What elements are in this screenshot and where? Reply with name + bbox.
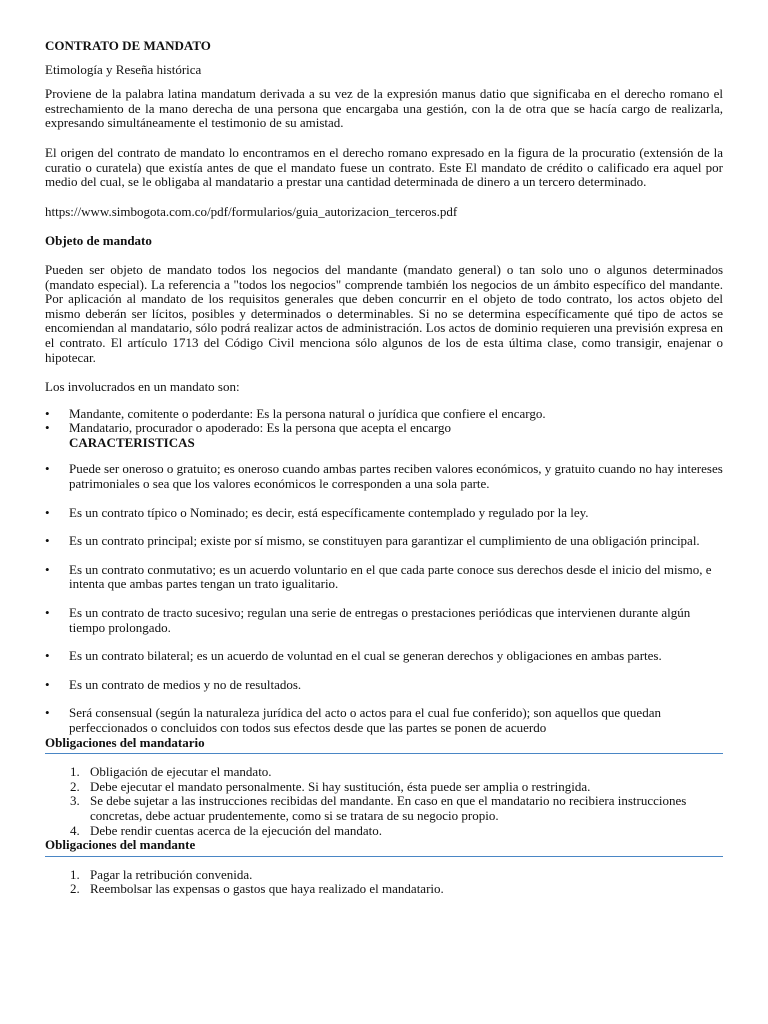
paragraph-origin: El origen del contrato de mandato lo encontramos en el derecho romano expresado en la figura de la procuratio (extensión de la curatio o curatela) que existía antes de que el mandato fuese un contrato. Este El mandato de crédito o calificado era aquel por medio del cual, se le obligaba al mandatario a prestar una cantidad determinada de dinero a un tercero determinado.	[45, 144, 723, 190]
list-item-text: Es un contrato de medios y no de resultados.	[69, 676, 302, 692]
list-item-text: Mandante, comitente o poderdante: Es la persona natural o jurídica que confiere el encargo.	[69, 405, 546, 421]
bullet-glyph: •	[45, 533, 50, 549]
list-item	[45, 824, 723, 839]
objeto-heading: Objeto de mandato	[45, 233, 152, 249]
bullet-glyph: •	[45, 676, 50, 692]
obligaciones-mandatario-heading: Obligaciones del mandatario	[45, 736, 723, 755]
list-item-text: Debe ejecutar el mandato personalmente. Si hay sustitución, ésta puede ser amplia o restringida.	[90, 778, 591, 794]
bullet-glyph: •	[45, 461, 50, 477]
list-item	[45, 462, 723, 491]
list-item-text: Es un contrato de tracto sucesivo; regulan una serie de entregas o prestaciones periódicas que intervienen durante algún tiempo prolongado.	[69, 605, 691, 635]
list-item	[45, 765, 723, 780]
list-item-text: Puede ser oneroso o gratuito; es oneroso cuando ambas partes reciben valores económicos, y gratuito cuando no hay intereses patrimoniales o sea que los valores económicos le corresponden a una sola parte.	[69, 461, 723, 492]
involved-list	[45, 407, 723, 436]
list-item-text: Obligación de ejecutar el mandato.	[90, 764, 272, 780]
list-item-text: Debe rendir cuentas acerca de la ejecución del mandato.	[90, 822, 382, 838]
list-item	[45, 706, 723, 735]
bullet-glyph: •	[45, 420, 50, 436]
list-item	[45, 649, 723, 664]
source-url: https://www.simbogota.com.co/pdf/formularios/guia_autorizacion_terceros.pdf	[45, 203, 458, 219]
list-item-text: Será consensual (según la naturaleza jurídica del acto o actos para el cual fue conferido); son aquellos que quedan perfeccionados o concluidos con todos sus efectos desde que las partes se ponen de acuerdo	[69, 705, 661, 735]
list-number: 3.	[70, 793, 80, 809]
paragraph-objeto: Pueden ser objeto de mandato todos los negocios del mandante (mandato general) o tan solo uno o algunos determinados (mandato especial). La referencia a "todos los negocios" comprende también los negocios de un ámbito específico del mandante. Por aplicación al mandato de los requisitos generales que deben concurrir en el objeto de todo contrato, los actos objeto del mismo deberán ser lícitos, posibles y determinados o determinables. Si no se determina específicamente qué tipo de actos se encomiendan al mandatario, sólo podrá realizar actos de administración. Los actos de dominio requieren una previsión expresa en el contrato. El artículo 1713 del Código Civil menciona sólo algunos de los de esta última clase, como transigir, enajenar o hipotecar.	[45, 261, 723, 365]
list-item	[45, 407, 723, 422]
paragraph-etymology: Proviene de la palabra latina mandatum derivada a su vez de la expresión manus datio que significaba en el derecho romano el estrechamiento de la mano derecha de una persona que encargaba una gestión, con la de otra que se hacía cargo de realizarla, expresando simultáneamente el testimonio de su amistad.	[45, 86, 723, 131]
list-item-text: Mandatario, procurador o apoderado: Es la persona que acepta el encargo	[69, 420, 452, 436]
list-item	[45, 794, 723, 823]
obligaciones-mandante-heading: Obligaciones del mandante	[45, 838, 723, 857]
caracteristicas-list	[45, 462, 723, 735]
obligaciones-mandatario-list	[45, 765, 723, 838]
list-item-text: Es un contrato típico o Nominado; es decir, está específicamente contemplado y regulado por la ley.	[69, 504, 589, 520]
obligaciones-mandante-list	[45, 868, 723, 897]
bullet-glyph: •	[45, 504, 50, 520]
bullet-glyph: •	[45, 648, 50, 664]
list-item	[45, 534, 723, 549]
bullet-glyph: •	[45, 705, 50, 721]
bullet-glyph: •	[45, 561, 50, 577]
document-title: CONTRATO DE MANDATO	[45, 38, 211, 53]
list-item-text: Pagar la retribución convenida.	[90, 866, 253, 882]
document-subtitle: Etimología y Reseña histórica	[45, 61, 202, 77]
list-item	[45, 421, 723, 436]
list-item	[45, 506, 723, 521]
list-item-text: Es un contrato bilateral; es un acuerdo de voluntad en el cual se generan derechos y obligaciones en ambas partes.	[69, 648, 662, 664]
list-item	[45, 563, 723, 592]
list-item-text: Es un contrato principal; existe por sí mismo, se constituyen para garantizar el cumplimiento de una obligación principal.	[69, 533, 700, 549]
bullet-glyph: •	[45, 605, 50, 621]
list-number: 4.	[70, 822, 80, 838]
list-item	[45, 678, 723, 693]
list-item-text: Es un contrato conmutativo; es un acuerdo voluntario en el que cada parte conoce sus derechos desde el inicio del mismo, e intenta que ambas partes tengan un trato igualitario.	[69, 561, 712, 592]
list-item	[45, 606, 723, 635]
list-item-text: Reembolsar las expensas o gastos que haya realizado el mandatario.	[90, 881, 444, 897]
list-number: 2.	[70, 778, 80, 794]
list-item-text: Se debe sujetar a las instrucciones recibidas del mandante. En caso en que el mandatario no recibiera instrucciones concretas, debe actuar prudentemente, como si se tratara de su negocio propio.	[90, 793, 687, 823]
list-number: 1.	[70, 764, 80, 780]
involved-intro: Los involucrados en un mandato son:	[45, 379, 240, 395]
list-item	[45, 780, 723, 795]
list-number: 1.	[70, 866, 80, 882]
bullet-glyph: •	[45, 405, 50, 421]
list-item	[45, 868, 723, 883]
list-number: 2.	[70, 881, 80, 897]
list-item	[45, 882, 723, 897]
caracteristicas-heading: CARACTERISTICAS	[69, 434, 195, 450]
